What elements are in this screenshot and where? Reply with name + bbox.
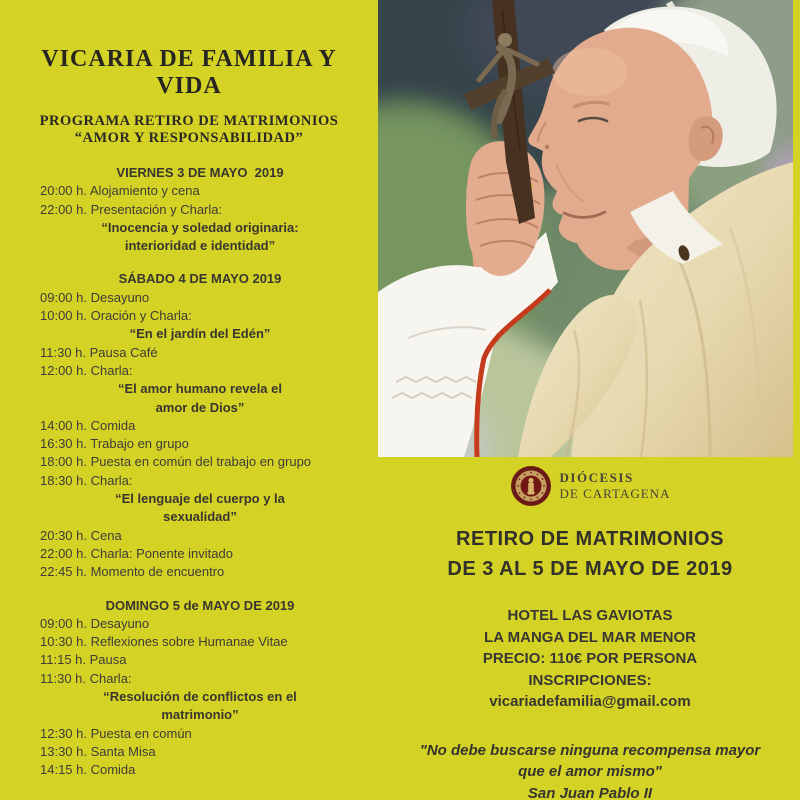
day-header: VIERNES 3 DE MAYO 2019: [116, 165, 284, 180]
schedule-item: 18:00 h. Puesta en común del trabajo en grupo: [40, 454, 312, 470]
schedule: [40, 164, 360, 780]
day-block: [40, 597, 360, 780]
schedule-item: 13:30 h. Santa Misa: [40, 743, 156, 759]
pope-photo-illustration: [378, 0, 793, 457]
subtitle-line-1: PROGRAMA RETIRO DE MATRIMONIOS: [39, 113, 339, 129]
logo-line-2: DE CARTAGENA: [559, 486, 671, 501]
event-heading-line-1: RETIRO DE MATRIMONIOS: [456, 528, 724, 550]
detail-line: LA MANGA DEL MAR MENOR: [484, 628, 696, 646]
schedule-item: 16:30 h. Trabajo en grupo: [40, 436, 189, 452]
quote-attribution: San Juan Pablo II: [527, 784, 653, 800]
talk-title-line: “Inocencia y soledad originaria:: [101, 219, 299, 235]
schedule-item: 11:15 h. Pausa: [40, 652, 127, 668]
schedule-item: 14:15 h. Comida: [40, 762, 136, 778]
schedule-item: 22:00 h. Presentación y Charla:: [40, 201, 223, 217]
subtitle-line-2: “AMOR Y RESPONSABILIDAD”: [74, 130, 304, 146]
talk-title-line: “El lenguaje del cuerpo y la: [115, 491, 285, 507]
talk-title-line: interioridad e identidad”: [124, 238, 276, 254]
talk-title-line: “Resolución de conflictos en el: [103, 689, 297, 705]
talk-title-line: matrimonio”: [161, 707, 239, 723]
quote-line-2: que el amor mismo": [518, 763, 662, 780]
schedule-item: 11:30 h. Charla:: [40, 670, 132, 686]
info-column: [380, 457, 800, 800]
diocese-logo: [380, 464, 800, 508]
talk-title-line: amor de Dios”: [155, 399, 245, 415]
diocese-logo-text: [560, 470, 671, 502]
day-header: DOMINGO 5 de MAYO DE 2019: [105, 597, 295, 613]
event-details: [380, 605, 800, 713]
schedule-item: 18:30 h. Charla:: [40, 472, 133, 488]
schedule-item: 20:00 h. Alojamiento y cena: [40, 183, 200, 199]
schedule-item: 09:00 h. Desayuno: [40, 289, 150, 305]
schedule-item: 09:00 h. Desayuno: [40, 615, 150, 631]
schedule-item: 22:00 h. Charla: Ponente invitado: [40, 545, 233, 561]
quote-line-1: "No debe buscarse ninguna recompensa mayor: [419, 741, 761, 759]
contact-email: vicariadefamilia@gmail.com: [489, 693, 691, 710]
day-block: [40, 270, 360, 581]
pope-john-paul-ii-photo: [378, 0, 793, 457]
event-heading: [380, 524, 800, 584]
day-block: [40, 164, 360, 255]
program-subtitle: [0, 113, 378, 147]
program-column: [0, 0, 378, 795]
logo-line-1: DIÓCESIS: [559, 470, 634, 485]
schedule-item: 10:00 h. Oración y Charla:: [40, 308, 192, 324]
event-heading-line-2: DE 3 AL 5 DE MAYO DE 2019: [447, 558, 733, 580]
schedule-item: 10:30 h. Reflexiones sobre Humanae Vitae: [40, 634, 288, 650]
schedule-item: 14:00 h. Comida: [40, 417, 136, 433]
schedule-item: 12:00 h. Charla:: [40, 362, 133, 378]
talk-title-line: “El amor humano revela el: [117, 381, 282, 397]
diocesis-seal-icon: [510, 464, 552, 508]
schedule-item: 12:30 h. Puesta en común: [40, 725, 192, 741]
talk-title-line: sexualidad”: [163, 509, 237, 525]
schedule-item: 22:45 h. Momento de encuentro: [40, 564, 225, 580]
detail-line: INSCRIPCIONES:: [528, 671, 652, 689]
detail-line: PRECIO: 110€ POR PERSONA: [482, 650, 698, 667]
schedule-item: 11:30 h. Pausa Café: [40, 344, 158, 360]
page-title: VICARIA DE FAMILIA Y VIDA: [41, 46, 337, 99]
day-header: SÁBADO 4 DE MAYO 2019: [118, 271, 282, 287]
talk-title-line: “En el jardín del Edén”: [129, 326, 271, 342]
detail-line: HOTEL LAS GAVIOTAS: [507, 607, 673, 624]
quote-block: [380, 740, 800, 800]
schedule-item: 20:30 h. Cena: [40, 527, 122, 543]
